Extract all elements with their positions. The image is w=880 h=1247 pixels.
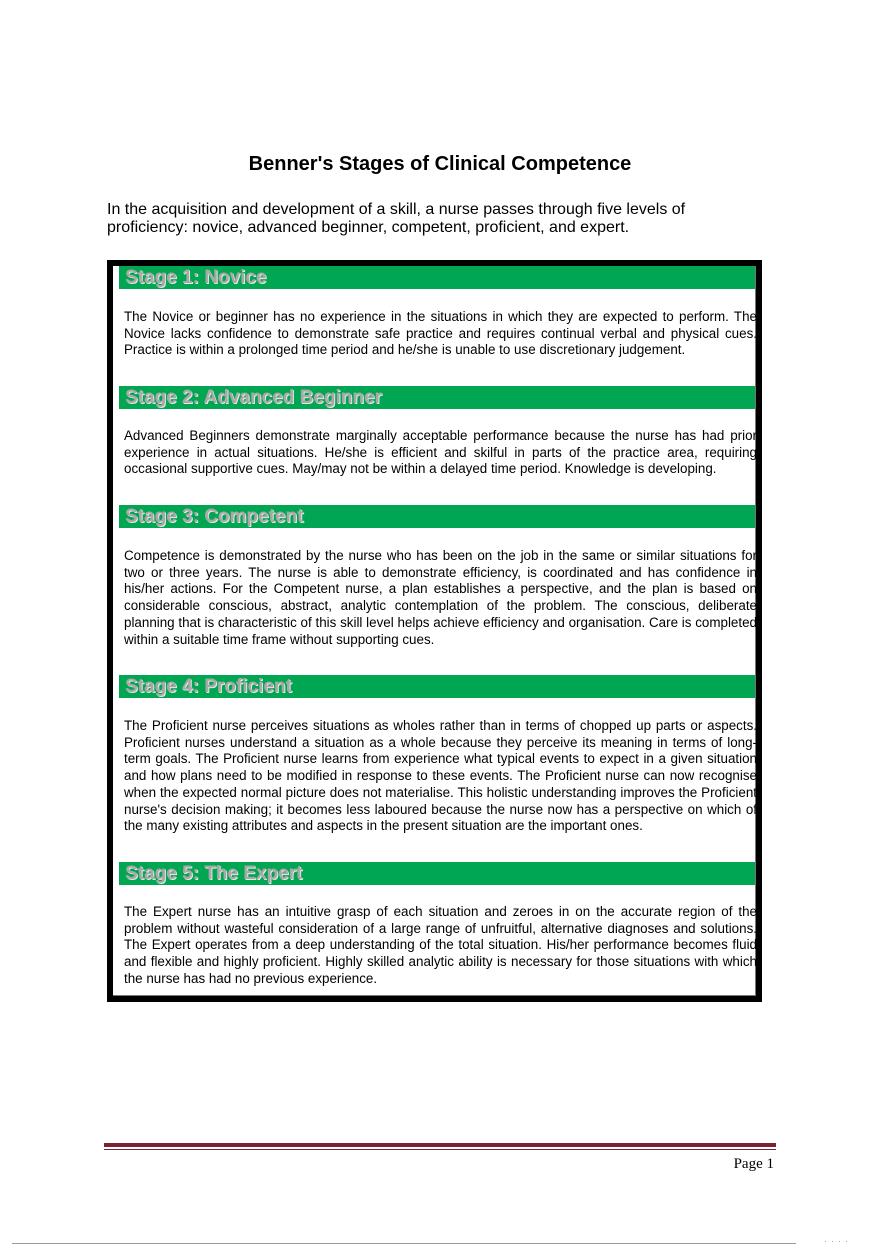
stage-2-header: [119, 386, 755, 409]
stage-4-header-label: Stage 4: Proficient: [125, 676, 292, 697]
stage-2-text: Advanced Beginners demonstrate marginally acceptable performance because the nurse has had prior experience in actual situations. He/she is efficient and skilful in parts of the practice area, requiring occasional supportive cues. May/may not be within a delayed time period. Knowledge is developing.: [124, 428, 757, 477]
stage-2-header-label: Stage 2: Advanced Beginner: [125, 387, 382, 408]
page-number: Page 1: [733, 1156, 774, 1172]
stage-4-text: The Proficient nurse perceives situations as wholes rather than in terms of chopped up parts or aspects. Proficient nurses understand a situation as a whole because they perceive its meaning in terms of long-term goals. The Proficient nurse learns from experience what typical events to expect in a given situation and how plans need to be modified in response to these events. The Proficient nurse can now recognise when the expected normal picture does not materialise. This holistic understanding improves the Proficient nurse's decision making; it becomes less laboured because the nurse now has a perspective on which of the many existing attributes and aspects in the present situation are the important ones.: [124, 718, 757, 834]
stage-3-text: Competence is demonstrated by the nurse who has been on the job in the same or similar situations for two or three years. The nurse is able to demonstrate efficiency, is coordinated and has confidence in his/her actions. For the Competent nurse, a plan establishes a perspective, and the plan is based on considerable conscious, abstract, analytic contemplation of the problem. The conscious, deliberate planning that is characteristic of this skill level helps achieve efficiency and organisation. Care is completed within a suitable time frame without supporting cues.: [124, 548, 757, 647]
stage-5-header-label: Stage 5: The Expert: [125, 863, 303, 884]
stage-5-text: The Expert nurse has an intuitive grasp of each situation and zeroes in on the accurate region of the problem without wasteful consideration of a large range of unfruitful, alternative diagnoses and solutions. The Expert operates from a deep understanding of the total situation. His/her performance becomes fluid and flexible and highly proficient. Highly skilled analytic ability is necessary for those situations with which the nurse has had no previous experience.: [124, 904, 757, 986]
footer-rule-thin: [104, 1149, 776, 1150]
stage-1-header: [119, 266, 755, 289]
bottom-edge-line: [12, 1243, 796, 1244]
intro-paragraph: In the acquisition and development of a skill, a nurse passes through five levels of proficiency: novice, advanced beginner, competent, proficient, and expert.: [107, 201, 686, 236]
corner-dots: ····: [824, 1236, 852, 1246]
stage-4-header: [119, 675, 755, 698]
stage-3-header-label: Stage 3: Competent: [125, 506, 304, 527]
stage-5-header: [119, 862, 755, 885]
stage-1-header-label: Stage 1: Novice: [125, 267, 267, 288]
footer-rule-thick: [104, 1143, 776, 1147]
page-title: Benner's Stages of Clinical Competence: [248, 153, 632, 175]
stage-1-text: The Novice or beginner has no experience in the situations in which they are expected to perform. The Novice lacks confidence to demonstrate safe practice and requires continual verbal and physical cues. Practice is within a prolonged time period and he/she is unable to use discretionary judgement.: [124, 309, 757, 358]
stages-box: [107, 260, 762, 1002]
stage-3-header: [119, 505, 755, 528]
